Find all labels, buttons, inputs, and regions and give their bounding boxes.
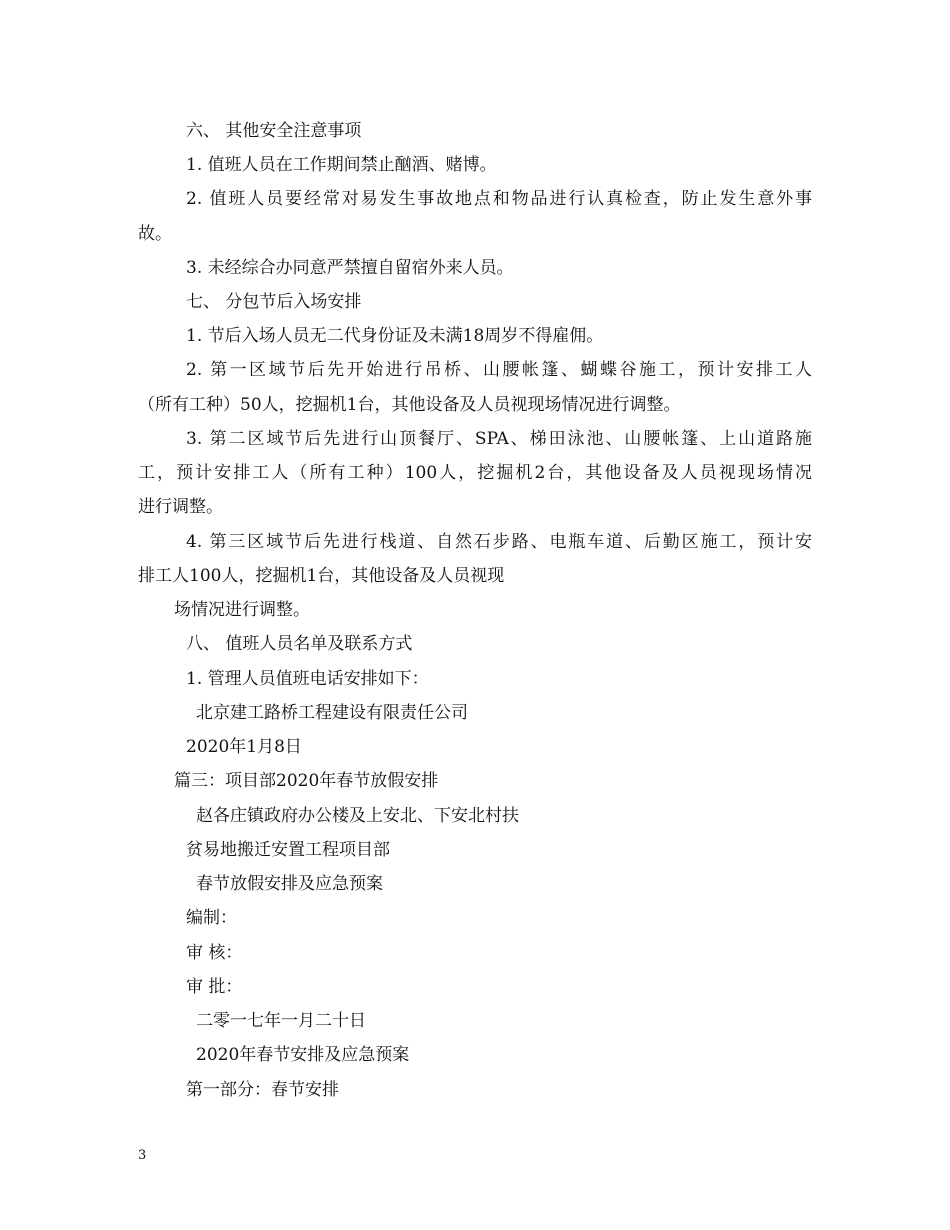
paragraph-line: 排工人100人，挖掘机1台，其他设备及人员视现 <box>138 566 505 586</box>
section-heading-7: 七、 分包节后入场安排 <box>186 292 362 312</box>
paragraph-line: 1. 管理人员值班电话安排如下： <box>186 669 429 689</box>
section-heading-6: 六、 其他安全注意事项 <box>186 121 362 141</box>
document-date: 2020年1月8日 <box>186 737 302 757</box>
paragraph-line: 1. 值班人员在工作期间禁止酗酒、赌博。 <box>186 155 497 175</box>
paragraph-line: 2. 值班人员要经常对易发生事故地点和物品进行认真检查，防止发生意外事 <box>186 189 812 209</box>
cover-title-line: 贫易地搬迁安置工程项目部 <box>186 840 390 860</box>
paragraph-line: 3. 第二区域节后先进行山顶餐厅、SPA、梯田泳池、山腰帐篷、上山道路施 <box>186 429 812 449</box>
paragraph-line: 场情况进行调整。 <box>174 600 310 620</box>
reviewed-by-label: 审 核： <box>186 943 243 963</box>
approved-by-label: 审 批： <box>186 977 243 997</box>
plan-title: 2020年春节安排及应急预案 <box>196 1045 410 1065</box>
paragraph-line: 进行调整。 <box>138 497 223 517</box>
paragraph-line: 工，预计安排工人（所有工种）100人，挖掘机2台，其他设备及人员视现场情况 <box>138 463 812 483</box>
section-heading-8: 八、 值班人员名单及联系方式 <box>186 634 413 654</box>
chapter-title: 篇三：项目部2020年春节放假安排 <box>174 771 439 791</box>
prepared-by-label: 编制： <box>186 908 237 928</box>
paragraph-line: 3. 未经综合办同意严禁擅自留宿外来人员。 <box>186 258 514 278</box>
paragraph-line: 4. 第三区域节后先进行栈道、自然石步路、电瓶车道、后勤区施工，预计安 <box>186 532 812 552</box>
cover-date: 二零一七年一月二十日 <box>196 1011 366 1031</box>
cover-title-line: 春节放假安排及应急预案 <box>196 874 383 894</box>
paragraph-line: 1. 节后入场人员无二代身份证及未满18周岁不得雇佣。 <box>186 326 604 346</box>
cover-title-line: 赵各庄镇政府办公楼及上安北、下安北村扶 <box>196 806 519 826</box>
page-number: 3 <box>138 1148 147 1163</box>
paragraph-line: （所有工种）50人，挖掘机1台，其他设备及人员视现场情况进行调整。 <box>138 395 681 415</box>
part-heading: 第一部分：春节安排 <box>186 1080 339 1100</box>
paragraph-line: 2. 第一区域节后先开始进行吊桥、山腰帐篷、蝴蝶谷施工，预计安排工人 <box>186 360 812 380</box>
paragraph-line: 故。 <box>138 224 172 244</box>
company-name: 北京建工路桥工程建设有限责任公司 <box>196 703 468 723</box>
